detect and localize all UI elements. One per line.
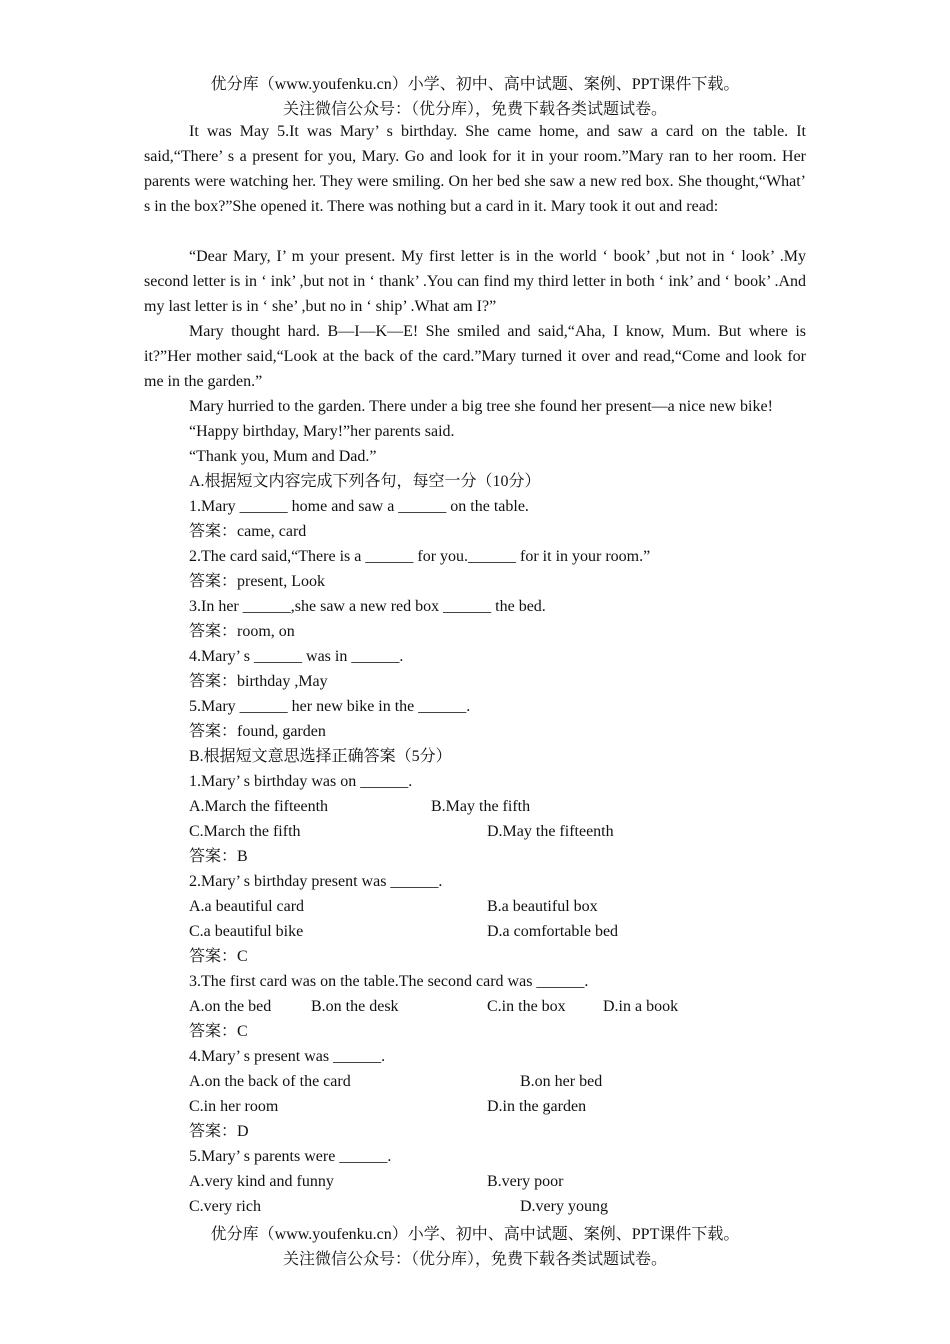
section-b-question-1: 1.Mary’ s birthday was on ______.: [189, 773, 413, 790]
section-b-question-5: 5.Mary’ s parents were ______.: [189, 1148, 392, 1165]
q2-option-d: D.a comfortable bed: [487, 923, 619, 940]
q5-option-a: A.very kind and funny: [189, 1173, 334, 1190]
header-line-2: 关注微信公众号：（优分库），免费下载各类试题试卷。: [282, 101, 667, 118]
passage-paragraph-1: It was May 5.It was Mary’ s birthday. She came home, and saw a card on the table. It said,“There’ s a present for you, Mary. Go and look for it in your room.”Mary ran to her room. Her parents were watching her. They were smiling. On her bed she saw a new red box. She thought,“What’ s in the box?”She opened it. There was nothing but a card in it. Mary took it out and read:: [144, 123, 806, 215]
section-b-question-3: 3.The first card was on the table.The second card was ______.: [189, 973, 589, 990]
section-b-question-2: 2.Mary’ s birthday present was ______.: [189, 873, 443, 890]
section-a-answer-1: 答案：came, card: [189, 523, 307, 540]
section-a-answer-4: 答案：birthday ,May: [189, 673, 328, 690]
section-b-title: B.根据短文意思选择正确答案（5分）: [189, 748, 452, 765]
q1-option-c: C.March the fifth: [189, 823, 301, 840]
q2-option-c: C.a beautiful bike: [189, 923, 304, 940]
q1-answer: 答案：B: [189, 848, 248, 865]
section-a-question-1: 1.Mary ______ home and saw a ______ on the table.: [189, 498, 529, 515]
section-a-question-3: 3.In her ______,she saw a new red box ______ the bed.: [189, 598, 546, 615]
q4-option-b: B.on her bed: [520, 1073, 603, 1090]
q5-option-b: B.very poor: [487, 1173, 564, 1190]
passage-paragraph-6: “Thank you, Mum and Dad.”: [189, 448, 377, 465]
section-b-question-4: 4.Mary’ s present was ______.: [189, 1048, 386, 1065]
q3-option-d: D.in a book: [603, 998, 679, 1015]
section-a-answer-2: 答案：present, Look: [189, 573, 325, 590]
q1-option-a: A.March the fifteenth: [189, 798, 329, 815]
q3-option-a: A.on the bed: [189, 998, 272, 1015]
footer-line-1: 优分库（www.youfenku.cn）小学、初中、高中试题、案例、PPT课件下载。: [210, 1226, 740, 1243]
section-a-question-4: 4.Mary’ s ______ was in ______.: [189, 648, 404, 665]
passage-paragraph-2: “Dear Mary, I’ m your present. My first letter is in the world ‘ book’ ,but not in ‘ look’ .My second letter is in ‘ ink’ ,but not in ‘ thank’ .You can find my third letter in both ‘ ink’ and ‘ book’ .And my last letter is in ‘ she’ ,but no in ‘ ship’ .What am I?”: [144, 248, 806, 315]
q2-option-b: B.a beautiful box: [487, 898, 598, 915]
q4-answer: 答案：D: [189, 1123, 249, 1140]
section-a-title: A.根据短文内容完成下列各句，每空一分（10分）: [189, 473, 541, 490]
q2-answer: 答案：C: [189, 948, 248, 965]
section-a-answer-5: 答案：found, garden: [189, 723, 326, 740]
header-line-1: 优分库（www.youfenku.cn）小学、初中、高中试题、案例、PPT课件下载。: [210, 76, 740, 93]
q4-option-c: C.in her room: [189, 1098, 279, 1115]
section-a-question-2: 2.The card said,“There is a ______ for you.______ for it in your room.”: [189, 548, 651, 565]
q3-option-c: C.in the box: [487, 998, 566, 1015]
q1-option-d: D.May the fifteenth: [487, 823, 614, 840]
q2-option-a: A.a beautiful card: [189, 898, 305, 915]
q3-answer: 答案：C: [189, 1023, 248, 1040]
q5-option-d: D.very young: [520, 1198, 608, 1215]
passage-paragraph-4: Mary hurried to the garden. There under a big tree she found her present—a nice new bike!: [189, 398, 773, 415]
q3-option-b: B.on the desk: [311, 998, 399, 1015]
q5-option-c: C.very rich: [189, 1198, 261, 1215]
footer-line-2: 关注微信公众号：（优分库），免费下载各类试题试卷。: [282, 1251, 667, 1268]
passage-paragraph-5: “Happy birthday, Mary!”her parents said.: [189, 423, 455, 440]
q4-option-d: D.in the garden: [487, 1098, 587, 1115]
q1-option-b: B.May the fifth: [431, 798, 531, 815]
section-a-question-5: 5.Mary ______ her new bike in the ______.: [189, 698, 471, 715]
q4-option-a: A.on the back of the card: [189, 1073, 351, 1090]
section-a-answer-3: 答案：room, on: [189, 623, 295, 640]
passage-paragraph-3: Mary thought hard. B—I—K—E! She smiled and said,“Aha, I know, Mum. But where is it?”Her mother said,“Look at the back of the card.”Mary turned it over and read,“Come and look for me in the garden.”: [144, 323, 806, 390]
